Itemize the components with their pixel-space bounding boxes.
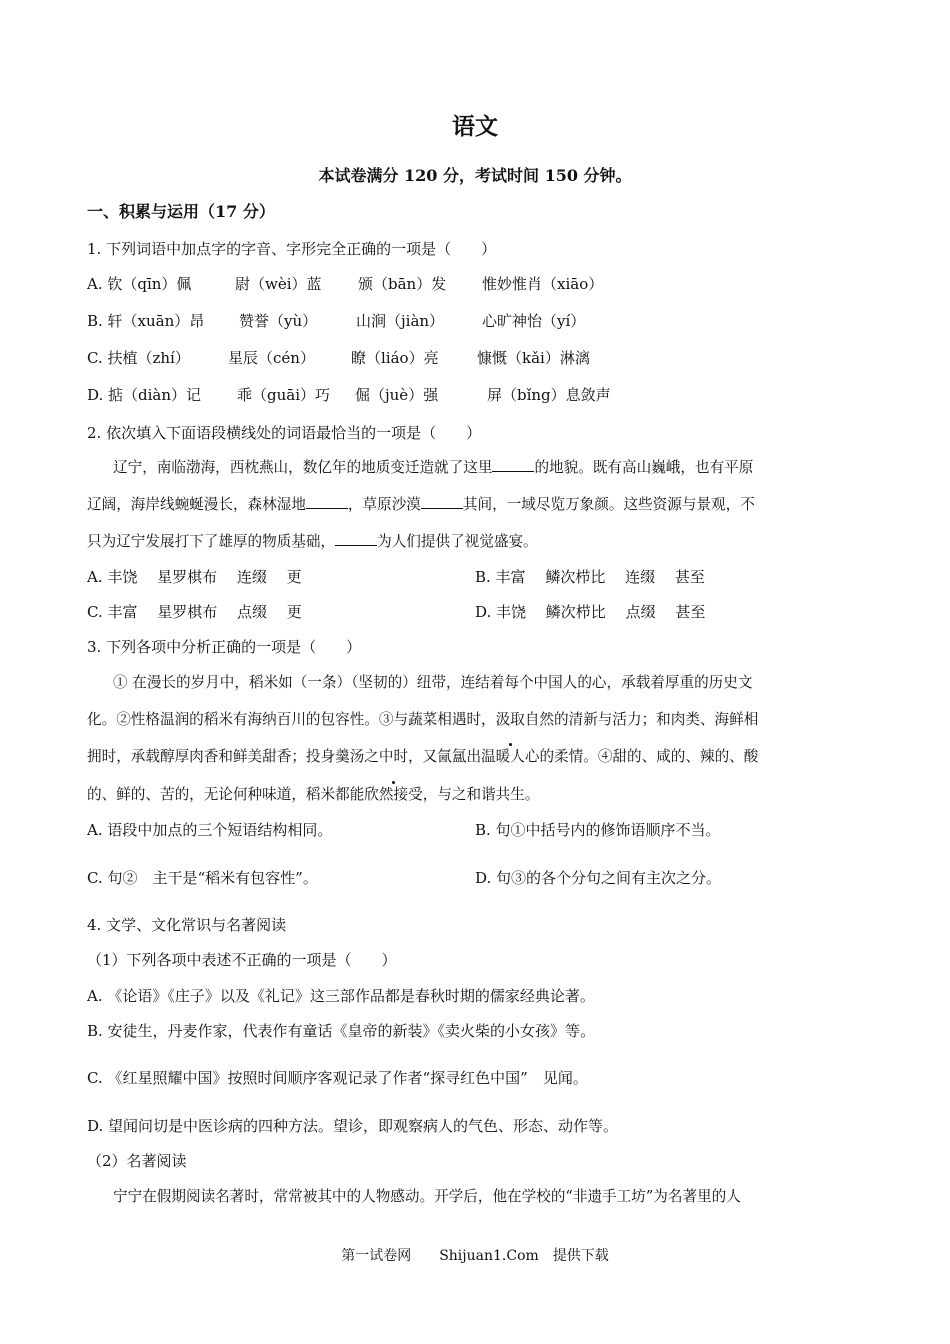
option-item: 颁（bān）发 bbox=[358, 275, 447, 293]
passage-line: 拥时，承载醇厚肉香和鲜美甜香；投身羹汤之中时，又氤氲出温暖人心的柔情。④甜的、咸的、辣的、酸 bbox=[87, 746, 857, 768]
question-4-option-d: D. 望闻问切是中医诊病的四种方法。望诊，即观察病人的气色、形态、动作等。 bbox=[87, 1117, 619, 1135]
question-2-stem: 2. 依次填入下面语段横线处的词语最恰当的一项是（ ） bbox=[87, 424, 482, 442]
fill-blank bbox=[335, 531, 377, 546]
dotted-phrase: 温暖人心 bbox=[481, 746, 539, 768]
passage-line: ① 在漫长的岁月中，稻米如（一条）（坚韧的）纽带，连结着每个中国人的心，承载着厚重的历史文 bbox=[113, 674, 753, 691]
question-4-option-b: B. 安徒生，丹麦作家，代表作有童话《皇帝的新装》《卖火柴的小女孩》等。 bbox=[87, 1022, 596, 1040]
passage-line: 宁宁在假期阅读名著时，常常被其中的人物感动。开学后，他在学校的“非遗手工坊”为名著里的人 bbox=[113, 1188, 741, 1205]
question-1-option-c bbox=[87, 347, 590, 369]
question-3-option-a: A. 语段中加点的三个短语结构相同。 bbox=[87, 821, 333, 839]
fill-blank bbox=[421, 494, 463, 509]
passage-line: 的、鲜的、苦的，无论何种味道，稻米都能欣然接受，与之和谐共生。 bbox=[87, 784, 857, 806]
passage-line: 只为辽宁发展打下了雄厚的物质基础， 为人们提供了视觉盛宴。 bbox=[87, 533, 538, 550]
option-item: 屏（bǐng）息敛声 bbox=[487, 386, 611, 404]
option-item: C. 扶植（zhí） bbox=[87, 349, 190, 367]
question-2-option-c: C. 丰富 星罗棋布 点缀 更 bbox=[87, 603, 302, 621]
question-4-option-a: A. 《论语》《庄子》以及《礼记》这三部作品都是春秋时期的儒家经典论著。 bbox=[87, 987, 595, 1005]
option-item: 山涧（jiàn） bbox=[356, 312, 445, 330]
section-heading: 一、积累与运用（17 分） bbox=[87, 202, 275, 221]
question-3-stem: 3. 下列各项中分析正确的一项是（ ） bbox=[87, 638, 362, 656]
question-2-option-d: D. 丰饶 鳞次栉比 点缀 甚至 bbox=[475, 603, 706, 621]
passage-line: 化。②性格温润的稻米有海纳百川的包容性。③与蔬菜相遇时，汲取自然的清新与活力；和肉类、海鲜相 bbox=[87, 711, 759, 728]
option-item: 倔（juè）强 bbox=[355, 386, 439, 404]
option-item: B. 轩（xuān）昂 bbox=[87, 312, 205, 330]
exam-subtitle: 本试卷满分 120 分，考试时间 150 分钟。 bbox=[318, 166, 632, 185]
question-4-stem: 4. 文学、文化常识与名著阅读 bbox=[87, 916, 287, 934]
question-3-option-c: C. 句② 主干是“稻米有包容性”。 bbox=[87, 869, 318, 887]
option-item: 慷慨（kǎi）淋漓 bbox=[477, 349, 590, 367]
page-footer: 第一试卷网 Shijuan1.Com 提供下载 bbox=[341, 1248, 609, 1264]
page-title: 语文 bbox=[452, 113, 498, 140]
question-4-option-c: C. 《红星照耀中国》按照时间顺序客观记录了作者“探寻红色中国” 见闻。 bbox=[87, 1069, 588, 1087]
dotted-phrase: 欣然接受 bbox=[364, 784, 422, 806]
question-4-sub2: （2）名著阅读 bbox=[87, 1152, 187, 1170]
option-item: 心旷神怡（yí） bbox=[482, 312, 586, 330]
question-1-option-a bbox=[87, 273, 603, 295]
question-2-option-a: A. 丰饶 星罗棋布 连缀 更 bbox=[87, 568, 302, 586]
option-item: 赞誉（yù） bbox=[239, 312, 318, 330]
option-item: 尉（wèi）蓝 bbox=[235, 275, 322, 293]
option-item: 瞭（liáo）亮 bbox=[351, 349, 439, 367]
fill-blank bbox=[306, 494, 348, 509]
passage-line: 辽阔，海岸线蜿蜒漫长，森林湿地 ，草原沙漠 其间，一域尽览万象颜。这些资源与景观，不 bbox=[87, 496, 755, 513]
question-1-option-b bbox=[87, 310, 585, 332]
question-4-sub1: （1）下列各项中表述不正确的一项是（ ） bbox=[87, 951, 397, 969]
passage-line: 辽宁，南临渤海，西枕燕山，数亿年的地质变迁造就了这里 的地貌。既有高山巍峨，也有平原 bbox=[113, 459, 754, 476]
option-item: D. 掂（diàn）记 bbox=[87, 386, 202, 404]
option-item: A. 钦（qīn）佩 bbox=[87, 275, 192, 293]
option-item: 星辰（cén） bbox=[228, 349, 315, 367]
option-item: 惟妙惟肖（xiāo） bbox=[482, 275, 604, 293]
question-2-option-b: B. 丰富 鳞次栉比 连缀 甚至 bbox=[475, 568, 705, 586]
fill-blank bbox=[492, 457, 534, 472]
question-3-option-b: B. 句①中括号内的修饰语顺序不当。 bbox=[475, 821, 721, 839]
question-1-stem: 1. 下列词语中加点字的字音、字形完全正确的一项是（ ） bbox=[87, 240, 497, 258]
question-3-option-d: D. 句③的各个分句之间有主次之分。 bbox=[475, 869, 722, 887]
question-1-option-d bbox=[87, 384, 611, 406]
option-item: 乖（guāi）巧 bbox=[237, 386, 331, 404]
